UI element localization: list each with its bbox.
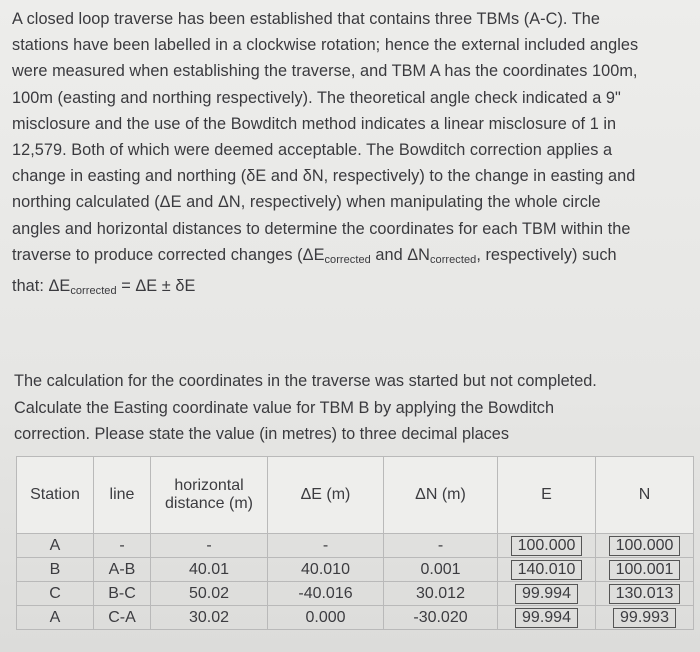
cell-hdist: 50.02	[151, 582, 268, 606]
text-line: northing calculated (ΔE and ΔN, respectively) when manipulating the whole circle	[12, 193, 601, 212]
cell-n-value: 99.993	[613, 608, 676, 628]
cell-line: A-B	[94, 558, 151, 582]
cell-station: B	[17, 558, 94, 582]
subscript-corrected: corrected	[430, 253, 477, 266]
cell-e	[498, 534, 596, 558]
question-paragraph-2	[14, 368, 694, 448]
text-line: change in easting and northing (δE and δN, respectively) to the change in easting and	[12, 167, 636, 186]
cell-station: A	[17, 534, 94, 558]
text-segment: that: ΔE	[12, 277, 71, 296]
table-row	[17, 582, 694, 606]
text-line: 100m (easting and northing respectively). The theoretical angle check indicated a 9"	[12, 88, 621, 107]
text-line: misclosure and the use of the Bowditch method indicates a linear misclosure of 1 in	[12, 114, 617, 133]
text-segment: and ΔN	[370, 245, 430, 264]
cell-e	[498, 582, 596, 606]
cell-dn: -	[384, 534, 498, 558]
text-line: 12,579. Both of which were deemed acceptable. The Bowditch correction applies a	[12, 141, 613, 160]
cell-dn: 0.001	[384, 558, 498, 582]
text-line: correction. Please state the value (in metres) to three decimal places	[14, 425, 510, 443]
formula-line	[12, 273, 696, 304]
subscript-corrected: corrected	[70, 285, 117, 298]
formula-segment: = ΔE ± δE	[116, 277, 196, 296]
cell-e-value: 100.000	[511, 536, 583, 556]
cell-n-value: 100.001	[609, 560, 681, 580]
traverse-table	[16, 456, 694, 630]
header-line: line	[94, 457, 151, 534]
cell-e-value: 99.994	[515, 584, 578, 604]
cell-station: A	[17, 606, 94, 630]
header-horizontal-distance: horizontal distance (m)	[151, 457, 268, 534]
cell-hdist: -	[151, 534, 268, 558]
cell-e-value: 99.994	[515, 608, 578, 628]
text-line: Calculate the Easting coordinate value for TBM B by applying the Bowditch	[14, 398, 554, 417]
cell-e	[498, 606, 596, 630]
header-station: Station	[17, 457, 94, 534]
text-segment: , respectively) such	[476, 245, 617, 264]
cell-de: 0.000	[268, 606, 384, 630]
cell-n	[596, 606, 694, 630]
cell-n	[596, 558, 694, 582]
cell-de: -40.016	[268, 582, 384, 606]
cell-n-value: 130.013	[609, 584, 681, 604]
table-row	[17, 606, 694, 630]
table-header-row	[17, 457, 694, 534]
cell-e-value: 140.010	[511, 560, 583, 580]
cell-de: -	[268, 534, 384, 558]
cell-line: C-A	[94, 606, 151, 630]
header-northing: N	[596, 457, 694, 534]
cell-station: C	[17, 582, 94, 606]
cell-n-value: 100.000	[609, 536, 681, 556]
cell-n	[596, 534, 694, 558]
text-line: stations have been labelled in a clockwise rotation; hence the external included angles	[12, 36, 639, 55]
question-paragraph-1	[12, 6, 696, 304]
cell-line: -	[94, 534, 151, 558]
cell-de: 40.010	[268, 558, 384, 582]
header-delta-n: ΔN (m)	[384, 457, 498, 534]
text-line: were measured when establishing the traverse, and TBM A has the coordinates 100m,	[12, 62, 638, 81]
table-row	[17, 534, 694, 558]
cell-e	[498, 558, 596, 582]
subscript-corrected: corrected	[324, 253, 371, 266]
text-segment: traverse to produce corrected changes (ΔE	[12, 245, 325, 264]
cell-n	[596, 582, 694, 606]
cell-dn: 30.012	[384, 582, 498, 606]
header-easting: E	[498, 457, 596, 534]
text-line-corrected-changes	[12, 242, 696, 273]
cell-hdist: 30.02	[151, 606, 268, 630]
text-line: A closed loop traverse has been established that contains three TBMs (A-C). The	[12, 10, 600, 28]
cell-dn: -30.020	[384, 606, 498, 630]
text-line: The calculation for the coordinates in the traverse was started but not completed.	[14, 372, 597, 390]
header-delta-e: ΔE (m)	[268, 457, 384, 534]
cell-hdist: 40.01	[151, 558, 268, 582]
table-row	[17, 558, 694, 582]
text-line: angles and horizontal distances to determine the coordinates for each TBM within the	[12, 219, 631, 238]
cell-line: B-C	[94, 582, 151, 606]
